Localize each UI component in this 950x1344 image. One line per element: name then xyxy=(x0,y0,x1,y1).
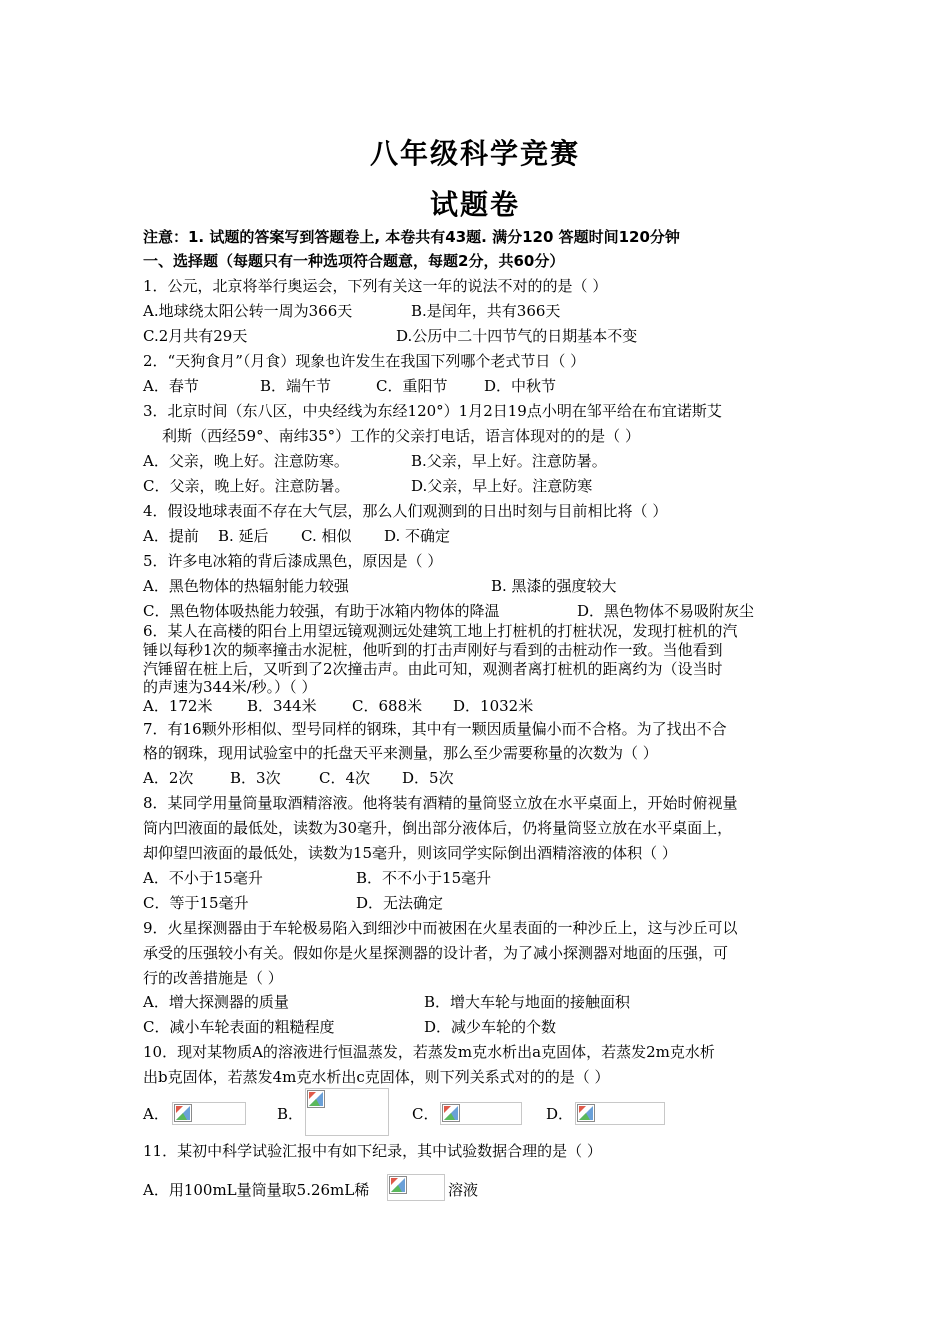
question-1-option-d: D.公历中二十四节气的日期基本不变 xyxy=(396,327,638,345)
question-6-option-c: C．688米 xyxy=(352,697,423,715)
broken-image-icon xyxy=(389,1176,407,1194)
question-3-option-b: B.父亲，早上好。注意防暑。 xyxy=(411,452,607,470)
question-8-line-2: 筒内凹液面的最低处，读数为30毫升，倒出部分液体后，仍将量筒竖立放在水平桌面上， xyxy=(143,819,733,837)
question-10-option-a-image xyxy=(172,1102,246,1125)
question-10-option-b-image xyxy=(305,1088,389,1136)
question-10-option-a-label: A． xyxy=(143,1105,169,1123)
question-1-option-b: B.是闰年，共有366天 xyxy=(411,302,561,320)
question-2-option-d: D．中秋节 xyxy=(484,377,557,395)
question-1-option-a: A.地球绕太阳公转一周为366天 xyxy=(143,302,353,320)
question-3-option-d: D.父亲，早上好。注意防寒 xyxy=(411,477,593,495)
question-2-option-b: B．端午节 xyxy=(260,377,332,395)
question-5-option-d: D．黑色物体不易吸附灰尘 xyxy=(577,602,755,620)
question-3-option-c: C．父亲，晚上好。注意防暑。 xyxy=(143,477,350,495)
question-11-option-a-text: A．用100mL量筒量取5.26mL稀 xyxy=(143,1181,370,1199)
question-3-stem-line-1: 3．北京时间（东八区，中央经线为东经120°）1月2日19点小明在邹平给在布宜诺斯艾 xyxy=(143,402,722,420)
question-10-option-c-label: C． xyxy=(412,1105,439,1123)
question-10-option-d-image xyxy=(575,1102,665,1125)
question-3-option-a: A．父亲，晚上好。注意防寒。 xyxy=(143,452,349,470)
question-9-option-a: A．增大探测器的质量 xyxy=(143,993,289,1011)
question-2-stem: 2．“天狗食月”（月食）现象也许发生在我国下列哪个老式节日（ ） xyxy=(143,352,586,370)
question-4-option-b: B. 延后 xyxy=(218,527,269,545)
question-2-option-c: C．重阳节 xyxy=(376,377,448,395)
question-7-line-1: 7．有16颗外形相似、型号同样的钢珠，其中有一颗因质量偏小而不合格。为了找出不合 xyxy=(143,720,727,738)
question-9-option-b: B．增大车轮与地面的接触面积 xyxy=(424,993,631,1011)
question-5-option-a: A．黑色物体的热辐射能力较强 xyxy=(143,577,349,595)
question-10-option-b-label: B． xyxy=(277,1105,304,1123)
question-1-option-c: C.2月共有29天 xyxy=(143,327,248,345)
question-8-line-1: 8．某同学用量筒量取酒精溶液。他将装有酒精的量筒竖立放在水平桌面上，开始时俯视量 xyxy=(143,794,738,812)
question-5-option-c: C．黑色物体吸热能力较强，有助于冰箱内物体的降温 xyxy=(143,602,500,620)
question-8-line-3: 却仰望凹液面的最低处，读数为15毫升，则该同学实际倒出酒精溶液的体积（ ） xyxy=(143,844,677,862)
question-6-option-d: D．1032米 xyxy=(453,697,534,715)
question-7-option-a: A．2次 xyxy=(143,769,194,787)
question-7-option-c: C．4次 xyxy=(319,769,371,787)
question-9-option-d: D．减少车轮的个数 xyxy=(424,1018,557,1036)
broken-image-icon xyxy=(442,1104,460,1122)
question-10-option-d-label: D． xyxy=(546,1105,574,1123)
section-heading: 一、选择题（每题只有一种选项符合题意，每题2分，共60分） xyxy=(143,252,565,270)
question-11-option-a-image xyxy=(387,1174,445,1201)
question-9-line-2: 承受的压强较小有关。假如你是火星探测器的设计者，为了减小探测器对地面的压强，可 xyxy=(143,944,729,962)
broken-image-icon xyxy=(174,1104,192,1122)
question-10-option-c-image xyxy=(440,1102,522,1125)
question-2-option-a: A．春节 xyxy=(143,377,199,395)
notice: 注意：1. 试题的答案写到答题卷上, 本卷共有43题. 满分120 答题时间120分钟 xyxy=(143,228,680,246)
broken-image-icon xyxy=(307,1090,325,1108)
question-7-line-2: 格的钢珠，现用试验室中的托盘天平来测量，那么至少需要称量的次数为（ ） xyxy=(143,744,658,762)
question-9-option-c: C．减小车轮表面的粗糙程度 xyxy=(143,1018,335,1036)
question-8-option-b: B．不不小于15毫升 xyxy=(356,869,492,887)
question-5-option-b: B. 黑漆的强度较大 xyxy=(491,577,617,595)
question-6-line-4: 的声速为344米/秒。）（ ） xyxy=(143,678,317,696)
question-6-line-2: 锤以每秒1次的频率撞击水泥桩，他听到的打击声刚好与看到的击桩动作一致。当他看到 xyxy=(143,641,723,659)
question-7-option-d: D．5次 xyxy=(402,769,454,787)
question-9-line-1: 9．火星探测器由于车轮极易陷入到细沙中而被困在火星表面的一种沙丘上，这与沙丘可以 xyxy=(143,919,738,937)
page-title: 八年级科学竞赛 xyxy=(369,137,580,170)
question-6-line-3: 汽锤留在桩上后，又听到了2次撞击声。由此可知，观测者离打桩机的距离约为（设当时 xyxy=(143,660,723,678)
question-10-line-2: 出b克固体，若蒸发4m克水析出c克固体，则下列关系式对的的是（ ） xyxy=(143,1068,610,1086)
question-3-stem-line-2: 利斯（西经59°、南纬35°）工作的父亲打电话，语言体现对的的是（ ） xyxy=(162,427,640,445)
question-4-option-c: C. 相似 xyxy=(301,527,352,545)
question-6-line-1: 6．某人在高楼的阳台上用望远镜观测远处建筑工地上打桩机的打桩状况，发现打桩机的汽 xyxy=(143,622,738,640)
question-8-option-d: D．无法确定 xyxy=(356,894,444,912)
question-6-option-a: A．172米 xyxy=(143,697,213,715)
question-9-line-3: 行的改善措施是（ ） xyxy=(143,969,283,987)
question-8-option-c: C．等于15毫升 xyxy=(143,894,249,912)
question-7-option-b: B．3次 xyxy=(230,769,281,787)
question-4-option-a: A．提前 xyxy=(143,527,199,545)
question-5-stem: 5．许多电冰箱的背后漆成黑色，原因是（ ） xyxy=(143,552,443,570)
broken-image-icon xyxy=(577,1104,595,1122)
question-4-option-d: D. 不确定 xyxy=(384,527,451,545)
question-11-option-a-suffix: 溶液 xyxy=(448,1181,479,1199)
question-10-line-1: 10．现对某物质A的溶液进行恒温蒸发，若蒸发m克水析出a克固体，若蒸发2m克水析 xyxy=(143,1043,715,1061)
question-4-stem: 4．假设地球表面不存在大气层，那么人们观测到的日出时刻与目前相比将（ ） xyxy=(143,502,668,520)
question-8-option-a: A．不小于15毫升 xyxy=(143,869,263,887)
question-6-option-b: B．344米 xyxy=(247,697,317,715)
question-11-stem: 11．某初中科学试验汇报中有如下纪录，其中试验数据合理的是（ ） xyxy=(143,1142,602,1160)
question-1-stem: 1．公元，北京将举行奥运会，下列有关这一年的说法不对的的是（ ） xyxy=(143,277,608,295)
page-subtitle: 试题卷 xyxy=(429,188,520,221)
